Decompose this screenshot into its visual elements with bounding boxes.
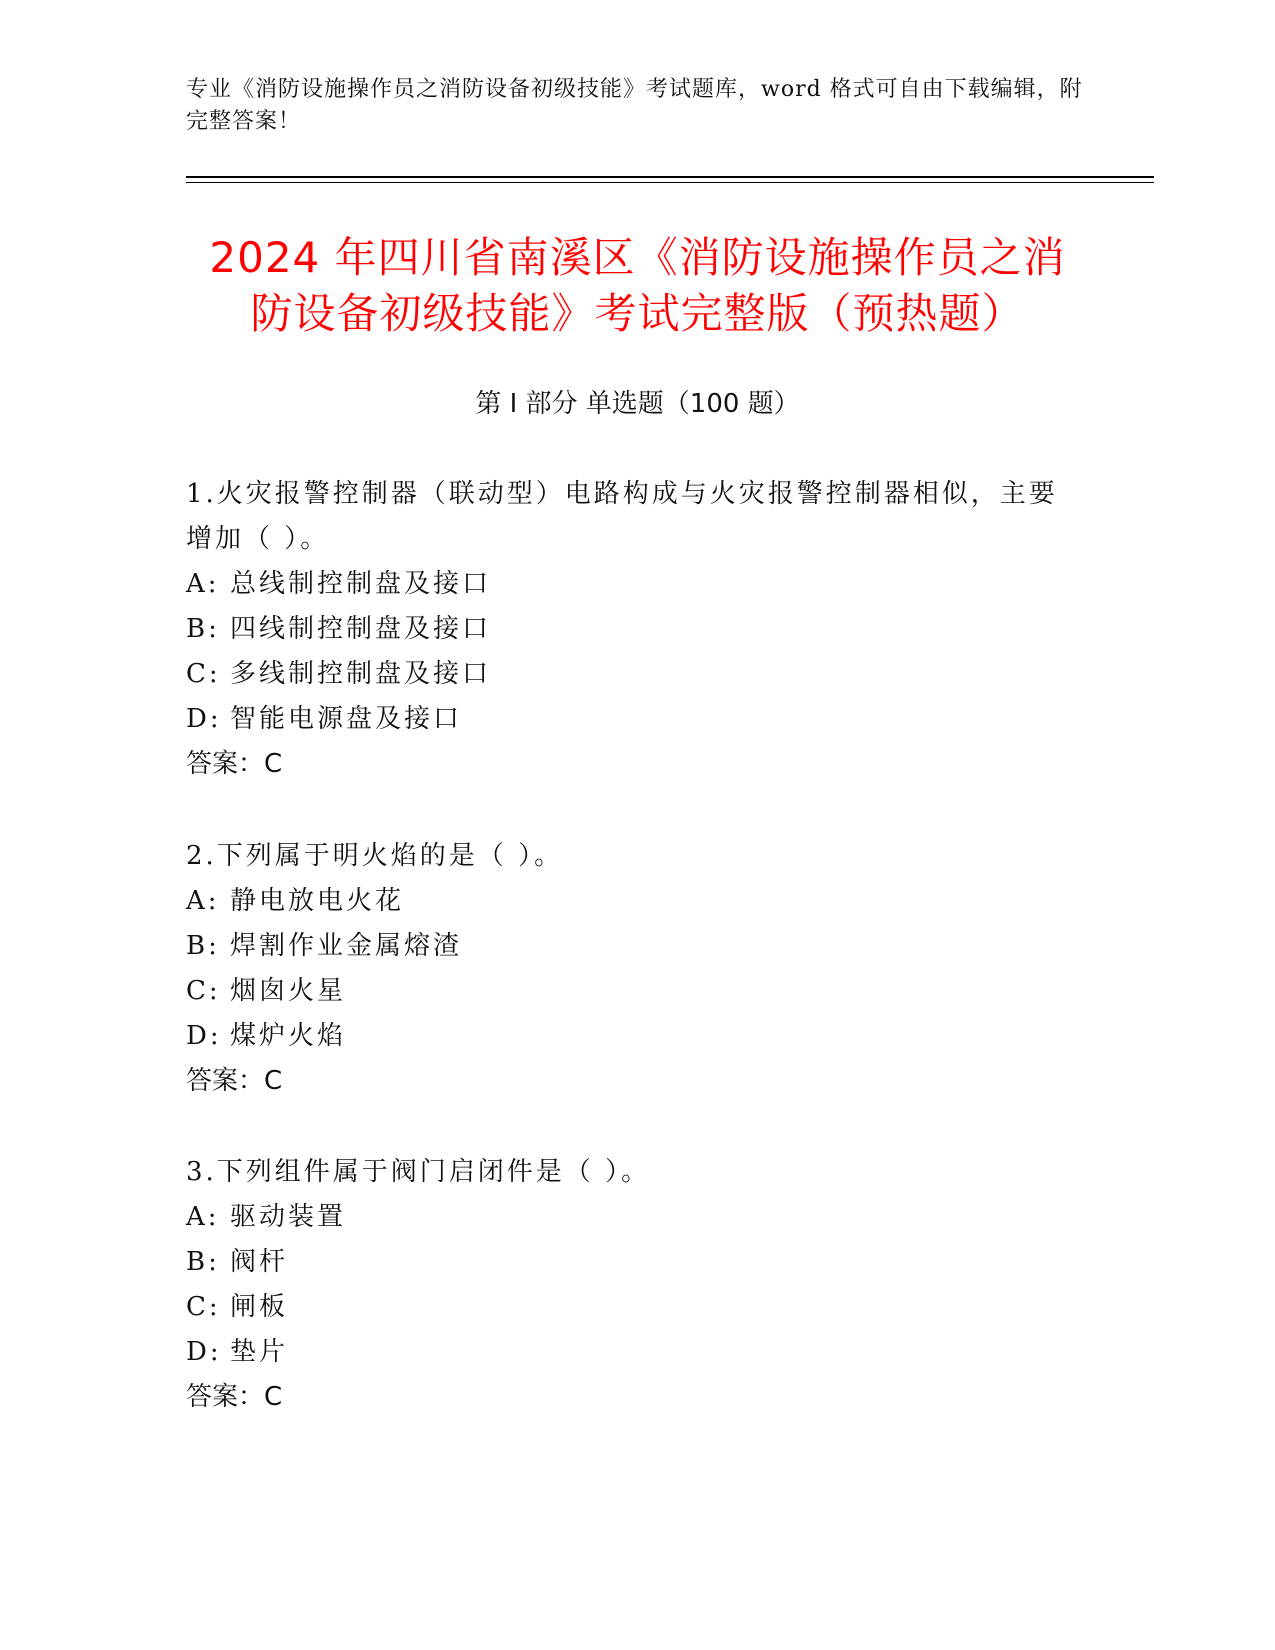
- question-3: [186, 1150, 1086, 1420]
- header-divider-thick: [186, 176, 1154, 178]
- question-stem: 3.下列组件属于阀门启闭件是（ ）。: [186, 1157, 651, 1187]
- option-key: D:: [186, 1021, 222, 1051]
- option-d: [186, 1014, 1086, 1059]
- option-text: 烟囱火星: [230, 976, 347, 1006]
- option-key: A:: [186, 886, 220, 916]
- header-note: 专业《消防设施操作员之消防设备初级技能》考试题库，word 格式可自由下载编辑，附完整答案！: [186, 77, 1083, 134]
- document-title: [150, 230, 1125, 342]
- title-line-2: 防设备初级技能》考试完整版（预热题）: [250, 289, 1025, 338]
- question-2: [186, 834, 1086, 1104]
- option-a: [186, 562, 1086, 607]
- option-text: 焊割作业金属熔渣: [230, 931, 463, 961]
- question-1: [186, 472, 1086, 787]
- option-key: C:: [186, 659, 221, 689]
- question-stem: 1.火灾报警控制器（联动型）电路构成与火灾报警控制器相似，主要增加（ ）。: [186, 479, 1058, 554]
- option-c: [186, 969, 1086, 1014]
- option-a: [186, 879, 1086, 924]
- option-key: B:: [186, 931, 220, 961]
- option-key: C:: [186, 1292, 221, 1322]
- option-text: 多线制控制盘及接口: [230, 659, 492, 689]
- option-key: A:: [186, 1202, 220, 1232]
- option-text: 静电放电火花: [230, 886, 405, 916]
- option-b: [186, 607, 1086, 652]
- answer: 答案：C: [186, 749, 283, 779]
- option-b: [186, 1240, 1086, 1285]
- option-key: A:: [186, 569, 220, 599]
- section-heading: 第 I 部分 单选题（100 题）: [475, 389, 800, 419]
- option-d: [186, 1330, 1086, 1375]
- question-stem: 2.下列属于明火焰的是（ ）。: [186, 841, 564, 871]
- option-c: [186, 652, 1086, 697]
- option-text: 驱动装置: [230, 1202, 347, 1232]
- title-line-1: 2024 年四川省南溪区《消防设施操作员之消: [209, 233, 1066, 282]
- answer: 答案：C: [186, 1382, 283, 1412]
- option-text: 四线制控制盘及接口: [230, 614, 492, 644]
- option-key: B:: [186, 1247, 220, 1277]
- option-a: [186, 1195, 1086, 1240]
- header-divider-thin: [186, 182, 1154, 183]
- option-key: D:: [186, 704, 222, 734]
- option-text: 煤炉火焰: [230, 1021, 347, 1051]
- option-text: 垫片: [230, 1337, 289, 1367]
- option-text: 总线制控制盘及接口: [230, 569, 492, 599]
- option-text: 闸板: [230, 1292, 289, 1322]
- option-text: 智能电源盘及接口: [230, 704, 463, 734]
- option-key: D:: [186, 1337, 222, 1367]
- option-c: [186, 1285, 1086, 1330]
- option-d: [186, 697, 1086, 742]
- option-key: B:: [186, 614, 220, 644]
- answer: 答案：C: [186, 1066, 283, 1096]
- option-key: C:: [186, 976, 221, 1006]
- option-text: 阀杆: [230, 1247, 289, 1277]
- option-b: [186, 924, 1086, 969]
